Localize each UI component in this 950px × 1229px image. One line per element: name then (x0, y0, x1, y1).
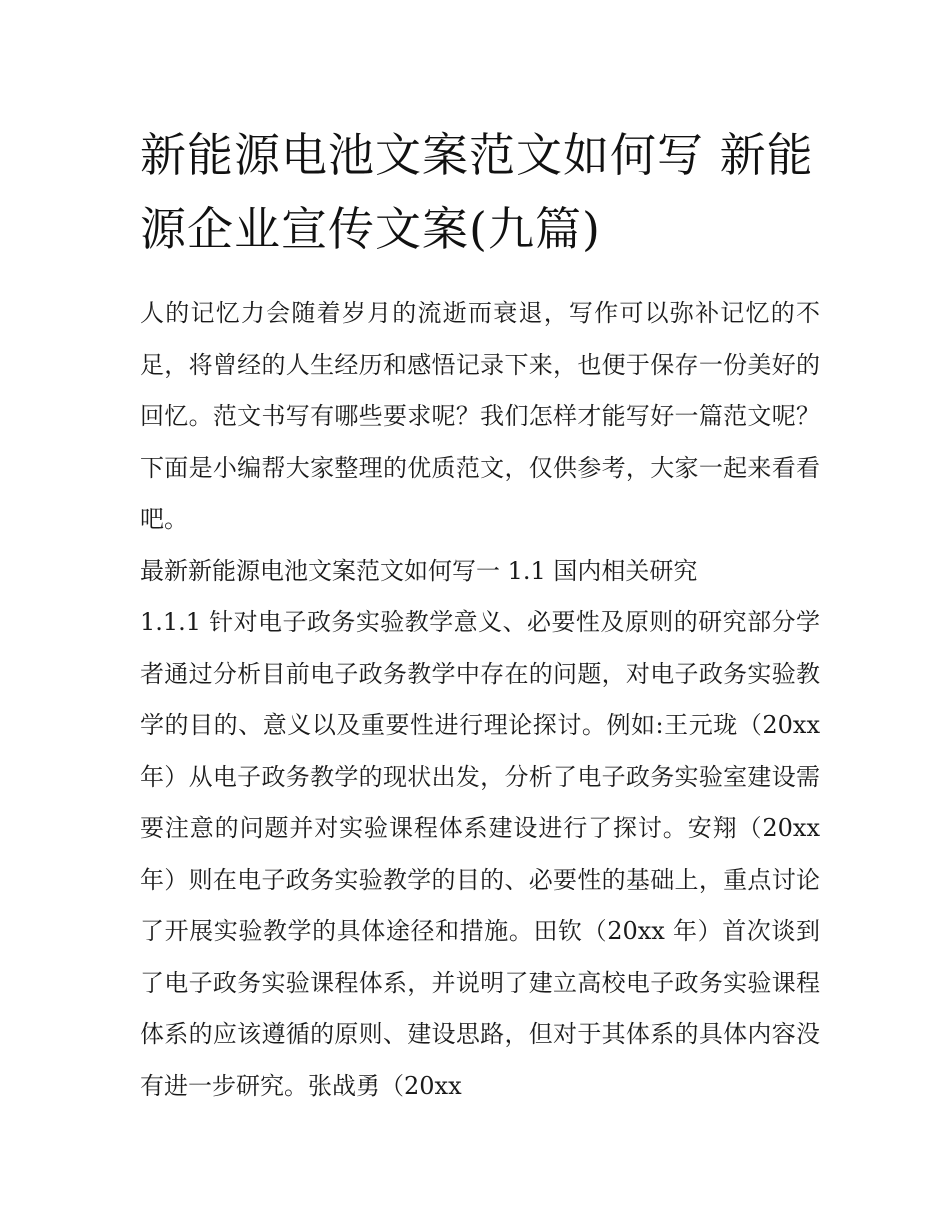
document-content (140, 118, 820, 1112)
intro-paragraph: 人的记忆力会随着岁月的流逝而衰退，写作可以弥补记忆的不足，将曾经的人生经历和感悟记录下来，也便于保存一份美好的回忆。范文书写有哪些要求呢？我们怎样才能写好一篇范文呢？下面是小编帮大家整理的优质范文，仅供参考，大家一起来看看吧。 (140, 299, 820, 533)
document-title: 新能源电池文案范文如何写 新能源企业宣传文案(九篇) (140, 128, 814, 256)
section-heading: 最新新能源电池文案范文如何写一 1.1 国内相关研究 (140, 556, 698, 585)
section-body-paragraph: 1.1.1 针对电子政务实验教学意义、必要性及原则的研究部分学者通过分析目前电子政务教学中存在的问题，对电子政务实验教学的目的、意义以及重要性进行理论探讨。例如:王元珑（20xx 年）从电子政务教学的现状出发，分析了电子政务实验室建设需要注意的问题并对实验课程体系建设进行了探讨。安翔（20xx 年）则在电子政务实验教学的目的、必要性的基础上，重点讨论了开展实验教学的具体途径和措施。田钦（20xx 年）首次谈到了电子政务实验课程体系，并说明了建立高校电子政务实验课程体系的应该遵循的原则、建设思路，但对于其体系的具体内容没有进一步研究。张战勇（20xx (140, 608, 820, 1100)
